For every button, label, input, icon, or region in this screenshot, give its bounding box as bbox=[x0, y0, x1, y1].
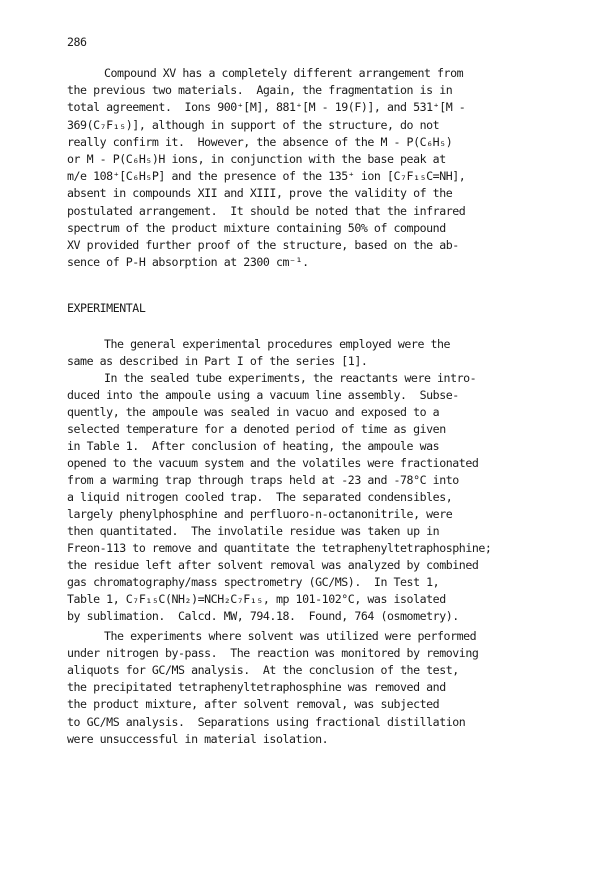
text-line: same as described in Part I of the series [1]. bbox=[67, 354, 368, 369]
text-line: the product mixture, after solvent removal, was subjected bbox=[67, 697, 440, 712]
section-heading-experimental: EXPERIMENTAL bbox=[67, 301, 146, 315]
text-line: in Table 1. After conclusion of heating, the ampoule was bbox=[67, 439, 440, 453]
text-line: absent in compounds XII and XIII, prove the validity of the bbox=[67, 186, 453, 201]
text-line: gas chromatography/mass spectrometry (GC/MS). In Test 1, bbox=[67, 575, 440, 589]
text-line: were unsuccessful in material isolation. bbox=[67, 731, 329, 746]
text-line: m/e 108⁺[C₆H₅P] and the presence of the 135⁺ ion [C₇F₁₅C=NH], bbox=[67, 169, 466, 184]
text-line: really confirm it. However, the absence of the M - P(C₆H₅) bbox=[67, 134, 453, 149]
text-line: duced into the ampoule using a vacuum line assembly. Subse- bbox=[67, 388, 459, 402]
text-line: The general experimental procedures employed were the bbox=[104, 337, 451, 351]
text-line: the residue left after solvent removal was analyzed by combined bbox=[67, 558, 479, 572]
text-line: to GC/MS analysis. Separations using fractional distillation bbox=[67, 714, 466, 729]
page-number: 286 bbox=[67, 35, 87, 49]
text-line: total agreement. Ions 900⁺[M], 881⁺[M - 19(F)], and 531⁺[M - bbox=[67, 100, 466, 115]
text-line: Compound XV has a completely different arrangement from bbox=[104, 66, 464, 80]
text-line: then quantitated. The involatile residue was taken up in bbox=[67, 524, 440, 538]
text-line: spectrum of the product mixture containing 50% of compound bbox=[67, 220, 446, 235]
text-line: XV provided further proof of the structure, based on the ab- bbox=[67, 238, 459, 252]
text-line: under nitrogen by-pass. The reaction was monitored by removing bbox=[67, 646, 479, 661]
text-line: 369(C₇F₁₅)], although in support of the structure, do not bbox=[67, 117, 440, 132]
text-line: In the sealed tube experiments, the reactants were intro- bbox=[104, 371, 477, 385]
text-line: or M - P(C₆H₅)H ions, in conjunction with the base peak at bbox=[67, 152, 446, 166]
text-line: the precipitated tetraphenyltetraphosphine was removed and bbox=[67, 680, 446, 695]
text-line: Table 1, C₇F₁₅C(NH₂)=NCH₂C₇F₁₅, mp 101-102°C, was isolated bbox=[67, 592, 446, 606]
text-line: sence of P-H absorption at 2300 cm⁻¹. bbox=[67, 255, 309, 270]
text-line: opened to the vacuum system and the volatiles were fractionated bbox=[67, 456, 479, 470]
text-line: from a warming trap through traps held at -23 and -78°C into bbox=[67, 473, 459, 487]
text-line: selected temperature for a denoted period of time as given bbox=[67, 422, 446, 436]
text-line: The experiments where solvent was utilized were performed bbox=[104, 629, 477, 643]
text-line: quently, the ampoule was sealed in vacuo and exposed to a bbox=[67, 405, 440, 419]
text-line: by sublimation. Calcd. MW, 794.18. Found, 764 (osmometry). bbox=[67, 609, 459, 623]
text-line: largely phenylphosphine and perfluoro-n-octanonitrile, were bbox=[67, 507, 453, 521]
text-line: postulated arrangement. It should be noted that the infrared bbox=[67, 203, 466, 218]
text-line: a liquid nitrogen cooled trap. The separated condensibles, bbox=[67, 490, 453, 504]
text-line: the previous two materials. Again, the fragmentation is in bbox=[67, 83, 453, 98]
text-line: Freon-113 to remove and quantitate the tetraphenyltetraphosphine; bbox=[67, 541, 492, 555]
text-line: aliquots for GC/MS analysis. At the conclusion of the test, bbox=[67, 663, 459, 678]
